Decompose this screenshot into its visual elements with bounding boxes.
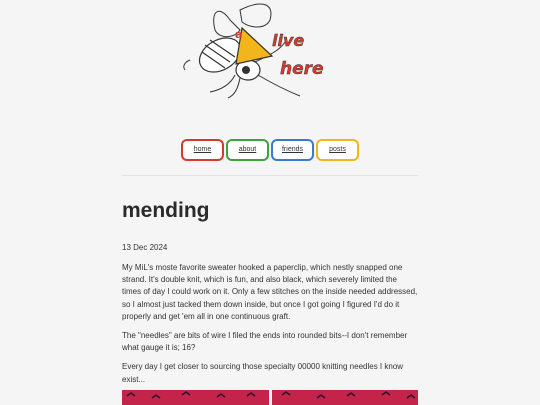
nav-home-link[interactable]: home [181, 139, 224, 161]
logo-line2: here [280, 59, 324, 79]
site-logo[interactable] [180, 0, 340, 100]
post-body [122, 262, 418, 393]
logo-line1: live [272, 31, 305, 50]
post-paragraph-2: The "needles" are bits of wire I filed the ends into rounded bits--I don't remember what gauge it is; 16? [122, 331, 408, 353]
nav-about-link[interactable]: about [226, 139, 269, 161]
logo-letter-a: a [235, 28, 243, 41]
nav-friends-link[interactable]: friends [271, 139, 314, 161]
header-divider [122, 175, 418, 176]
knit-photo-1[interactable] [122, 390, 269, 405]
knit-photo-2[interactable] [272, 390, 419, 405]
nav-posts-link[interactable]: posts [316, 139, 359, 161]
post-paragraph-1: My MiL's moste favorite sweater hooked a paperclip, which nestly snapped one strand. It's double knit, which is fun, and also black, which severely limited the times of day I could work on it. Only a few stitches on the inside needed addressed, so I almost just tacked them down inside, but once I got going I figured I'd do it properly and get 'em all in one continuous graft. [122, 263, 418, 321]
post-date: 13 Dec 2024 [122, 243, 168, 252]
bee-logo-illustration [180, 0, 340, 100]
post-paragraph-3: Every day I get closer to sourcing those specialty 00000 knitting needles I know exist... [122, 362, 404, 384]
post-photos [122, 390, 418, 405]
main-nav [181, 139, 359, 161]
post-title: mending [122, 199, 210, 222]
